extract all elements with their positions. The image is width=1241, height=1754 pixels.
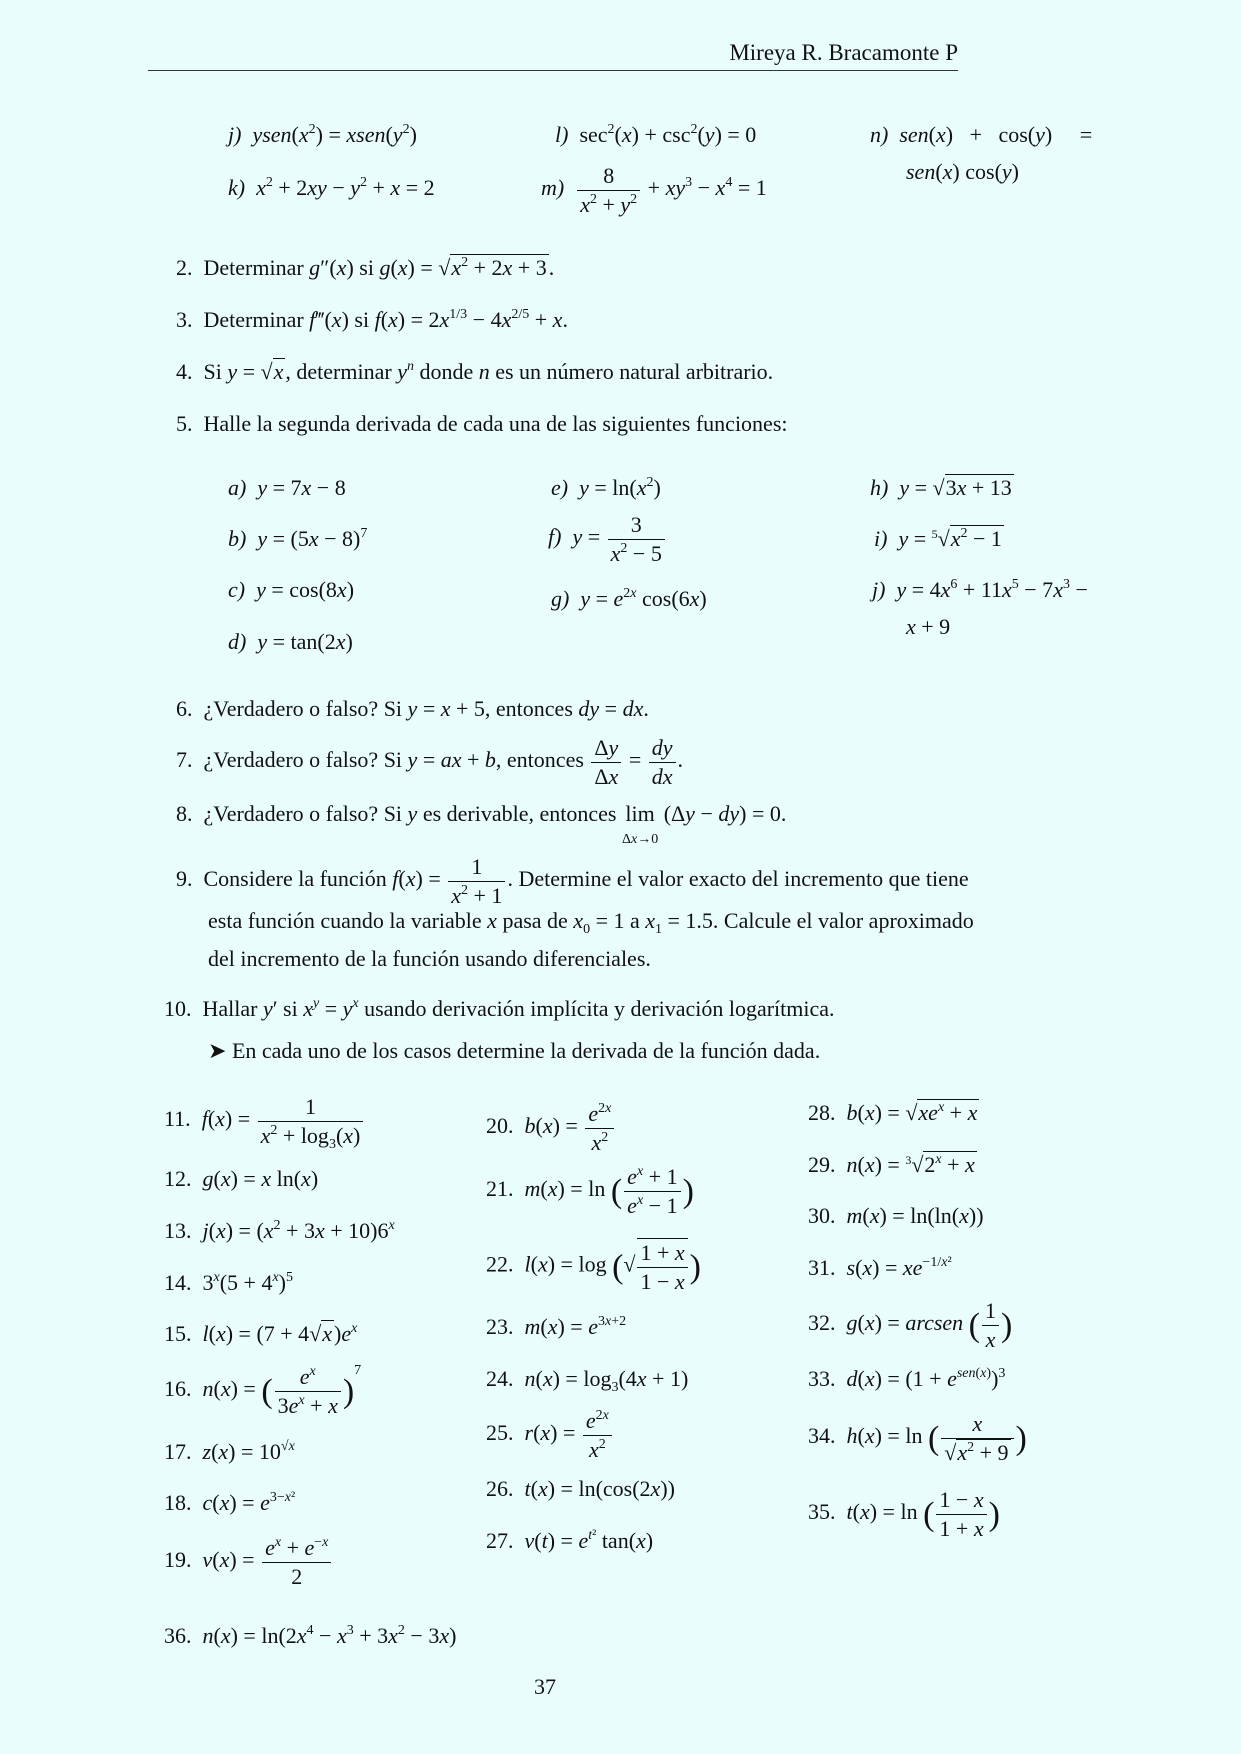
function-24: 24. $n(x) = \log_3(4x + 1)$ (486, 1366, 689, 1395)
function-21: 21. m(x) = ln ( $\frac{e^x + 1}{e^x - 1}$ ) (486, 1164, 694, 1218)
exercise-9-line2: esta función cuando la variable x pasa de $x_0 = 1$ a $x_1 = 1.5$. Calcule el valor aproximado (208, 908, 974, 937)
function-31: 31. $s(x) = xe^{-1/x^2}$ (808, 1255, 952, 1280)
list5-item-j-cont: x + 9 (906, 614, 951, 639)
function-27: 27. $v(t) = e^{t^2}$ tan(x) (486, 1528, 654, 1553)
function-34: 34. h(x) = ln ( $\frac{x}{√x^2 + 9}$ ) (808, 1411, 1027, 1465)
exercise-6: 6. ¿Verdadero o falso? Si y = x + 5, entonces dy = dx. (176, 696, 649, 721)
function-29: 29. $n(x) = ^3√2^x + x$ (808, 1152, 975, 1177)
list5-item-i: i) $y = ^5√x^2 - 1$ (874, 526, 1002, 551)
function-22: 22. l(x) = log (√ $\frac{1 + x}{1 - x}$ ) (486, 1240, 701, 1294)
function-36: 36. $n(x) = \ln(2x^4 - x^3 + 3x^2 - 3x)$ (164, 1623, 457, 1648)
function-35: 35. t(x) = ln ( $\frac{1 - x}{1 + x}$ ) (808, 1487, 1000, 1541)
list5-item-f: f) y = $\frac{3}{x^2 - 5}$ (548, 511, 667, 567)
page-header (148, 38, 958, 71)
function-16: 16. n(x) = ( $\frac{e^x}{3e^x + x}$ )$^7$ (164, 1363, 362, 1418)
function-23: 23. $m(x) = e^{3x+2}$ (486, 1314, 627, 1339)
function-30: 30. m(x) = ln(ln(x)) (808, 1203, 984, 1228)
function-19: 19. v(x) = $\frac{e^x + e^{-x}}{2}$ (164, 1534, 333, 1590)
exercise-9-line1: 9. Considere la función f(x) = $\frac{1}{x^2 + 1}$ . Determine el valor exacto del incremento que tiene (176, 854, 969, 908)
list5-item-j: j) $y = 4x^6 + 11x^5 - 7x^3$ − (872, 577, 1088, 602)
list1-item-n-cont: sen(x) cos(y) (906, 159, 1019, 184)
list1-item-l: l) $\sec^2(x) + \csc^2(y) = 0$ (555, 122, 757, 147)
exercise-9-line3: del incremento de la función usando diferenciales. (208, 946, 651, 971)
list5-item-a: a) y = 7x − 8 (228, 475, 346, 500)
list1-item-j: j) $ysen(x^2)$ = $xsen(y^2)$ (228, 122, 417, 147)
list5-item-b: b) $y = (5x - 8)^7$ (228, 526, 368, 551)
list1-item-m: m) $\frac{8}{x^2 + y^2}$ + $xy^3 - x^4 = 1$ (541, 163, 767, 217)
list5-item-e: e) $y = \ln(x^2)$ (551, 475, 661, 500)
function-26: 26. t(x) = ln(cos(2x)) (486, 1476, 675, 1501)
function-17: 17. $z(x) = 10^{√x}$ (164, 1439, 295, 1464)
function-32: 32. g(x) = arcsen ( $\frac{1}{x}$ ) (808, 1298, 1013, 1352)
function-33: 33. $d(x) = (1 + e^{sen(x)})^3$ (808, 1366, 1006, 1391)
list5-item-c: c) y = cos(8x) (228, 577, 355, 602)
function-14: 14. $3^x(5 + 4^x)^5$ (164, 1270, 293, 1295)
function-25: 25. r(x) = $\frac{e^{2x}}{x^2}$ (486, 1407, 614, 1463)
arrow-right-icon: ➤ (208, 1038, 227, 1063)
exercise-3: 3. Determinar f‴(x) si $f(x) = 2x^{1/3} - 4x^{2/5} + x$. (176, 307, 568, 332)
exercise-2: 2. Determinar g″(x) si $g(x) = √x^2 + 2x + 3$. (176, 255, 555, 280)
exercise-7: 7. ¿Verdadero o falso? Si y = ax + b, entonces $\frac{\Delta y}{\Delta x}$ = $\frac{dy}{dx}$ . (176, 735, 683, 789)
function-20: 20. b(x) = $\frac{e^{2x}}{x^2}$ (486, 1100, 616, 1156)
list5-item-h: h) y = √3x + 13 (870, 475, 1012, 500)
exercise-5: 5. Halle la segunda derivada de cada una de las siguientes funciones: (176, 411, 788, 436)
function-13: 13. $j(x) = (x^2 + 3x + 10)6^x$ (164, 1218, 395, 1243)
function-12: 12. g(x) = x ln(x) (164, 1166, 319, 1191)
function-11: 11. f(x) = $\frac{1}{x^2 + \log_3(x)}$ (164, 1093, 365, 1149)
list1-item-k: k) $x^2 + 2xy - y^2 + x = 2$ (228, 175, 435, 200)
function-15: 15. $l(x) = (7 + 4√x)e^x$ (164, 1321, 358, 1346)
list1-item-n: n) sen(x) + cos(y) = (870, 122, 1093, 147)
page-number: 37 (534, 1674, 556, 1699)
function-18: 18. $c(x) = e^{3-x^2}$ (164, 1490, 296, 1515)
exercise-8: 8. ¿Verdadero o falso? Si y es derivable, entonces lim Δx→0 (Δy − dy) = 0. (176, 801, 787, 847)
instruction-note: ➤ En cada uno de los casos determine la derivada de la función dada. (208, 1038, 821, 1063)
exercise-4: 4. Si y = √x, determinar $y^n$ donde n es un número natural arbitrario. (176, 359, 774, 384)
exercise-10: 10. Hallar y′ si $x^y = y^x$ usando derivación implícita y derivación logarítmica. (164, 996, 835, 1021)
list5-item-g: g) $y = e^{2x}$ cos(6x) (551, 586, 707, 611)
author-name: Mireya R. Bracamonte P (729, 40, 958, 65)
function-28: 28. $b(x) = √xe^x + x$ (808, 1100, 978, 1125)
list5-item-d: d) y = tan(2x) (228, 629, 353, 654)
